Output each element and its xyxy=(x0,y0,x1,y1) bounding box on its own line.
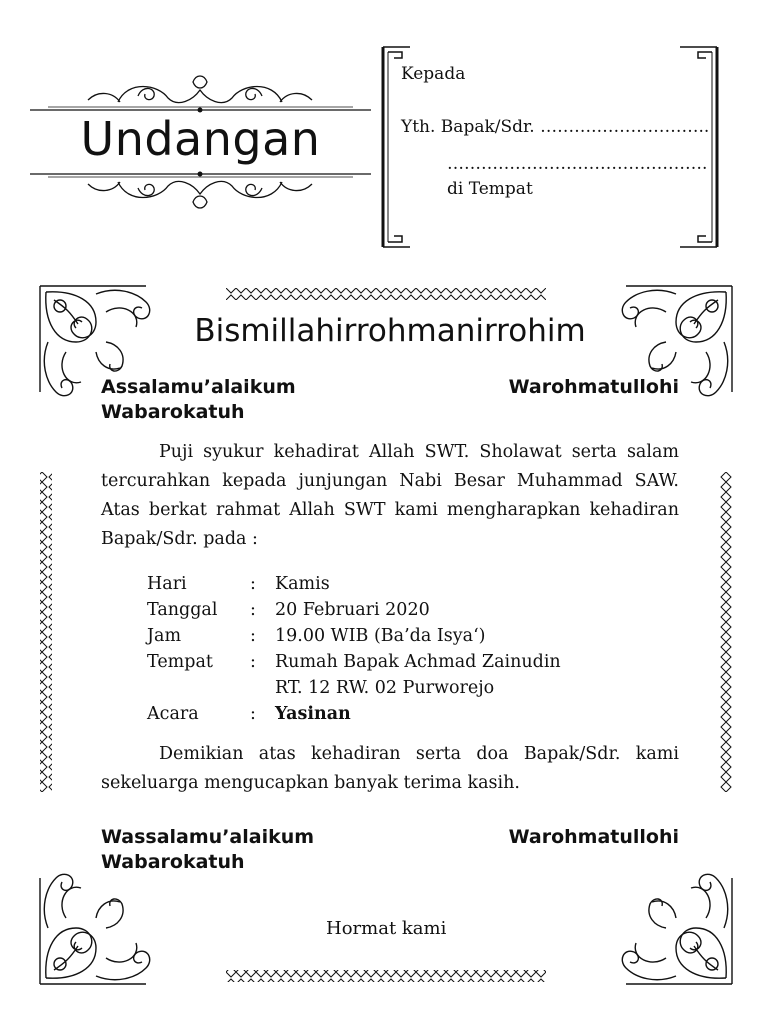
greeting-right: Warohmatullohi xyxy=(508,376,679,398)
closing-paragraph: Demikian atas kehadiran serta doa Bapak/Sdr. kami sekeluarga mengucapkan banyak terima kasih. xyxy=(101,744,679,793)
title-block xyxy=(28,70,373,220)
detail-value: RT. 12 RW. 02 Purworejo xyxy=(275,678,495,698)
farewell-left: Wassalamu’alaikum xyxy=(101,826,315,848)
page-title: Undangan xyxy=(80,112,321,166)
greeting-left: Assalamu’alaikum xyxy=(101,376,296,398)
detail-row-acara xyxy=(147,704,351,724)
detail-row-address xyxy=(147,678,494,698)
detail-key: Hari xyxy=(147,574,187,594)
signoff: Hormat kami xyxy=(326,918,447,939)
detail-sep: : xyxy=(250,600,256,620)
address-blank-line: ………………………………………. xyxy=(447,154,708,174)
detail-row-hari xyxy=(147,574,330,594)
detail-key: Jam xyxy=(147,626,182,646)
detail-key: Acara xyxy=(147,704,199,724)
detail-key: Tanggal xyxy=(147,600,218,620)
detail-value: 19.00 WIB (Ba’da Isya‘) xyxy=(275,626,486,646)
address-box xyxy=(380,44,720,250)
greeting xyxy=(101,375,679,425)
bismillah-heading: Bismillahirrohmanirrohim xyxy=(194,313,586,349)
farewell-second-line: Wabarokatuh xyxy=(101,851,245,873)
detail-row-tanggal xyxy=(147,600,430,620)
address-to-label: Kepada xyxy=(401,64,466,84)
detail-value: Yasinan xyxy=(275,704,351,724)
farewell xyxy=(101,825,679,875)
greeting-second-line: Wabarokatuh xyxy=(101,401,245,423)
detail-sep: : xyxy=(250,626,256,646)
detail-value: Kamis xyxy=(275,574,330,594)
address-place: di Tempat xyxy=(447,179,533,199)
detail-row-jam xyxy=(147,626,485,646)
detail-value: 20 Februari 2020 xyxy=(275,600,430,620)
detail-sep: : xyxy=(250,652,256,672)
detail-value: Rumah Bapak Achmad Zainudin xyxy=(275,652,561,672)
detail-row-tempat xyxy=(147,652,561,672)
address-recipient: Yth. Bapak/Sdr. ……….……………….. xyxy=(401,117,710,137)
detail-key: Tempat xyxy=(147,652,213,672)
opening-paragraph: Puji syukur kehadirat Allah SWT. Sholawat serta salam tercurahkan kepada junjungan Nabi Besar Muhammad SAW. Atas berkat rahmat Allah SWT kami mengharapkan kehadiran Bapak/Sdr. pada : xyxy=(101,442,679,549)
farewell-right: Warohmatullohi xyxy=(508,826,679,848)
detail-sep: : xyxy=(250,704,256,724)
detail-sep: : xyxy=(250,574,256,594)
